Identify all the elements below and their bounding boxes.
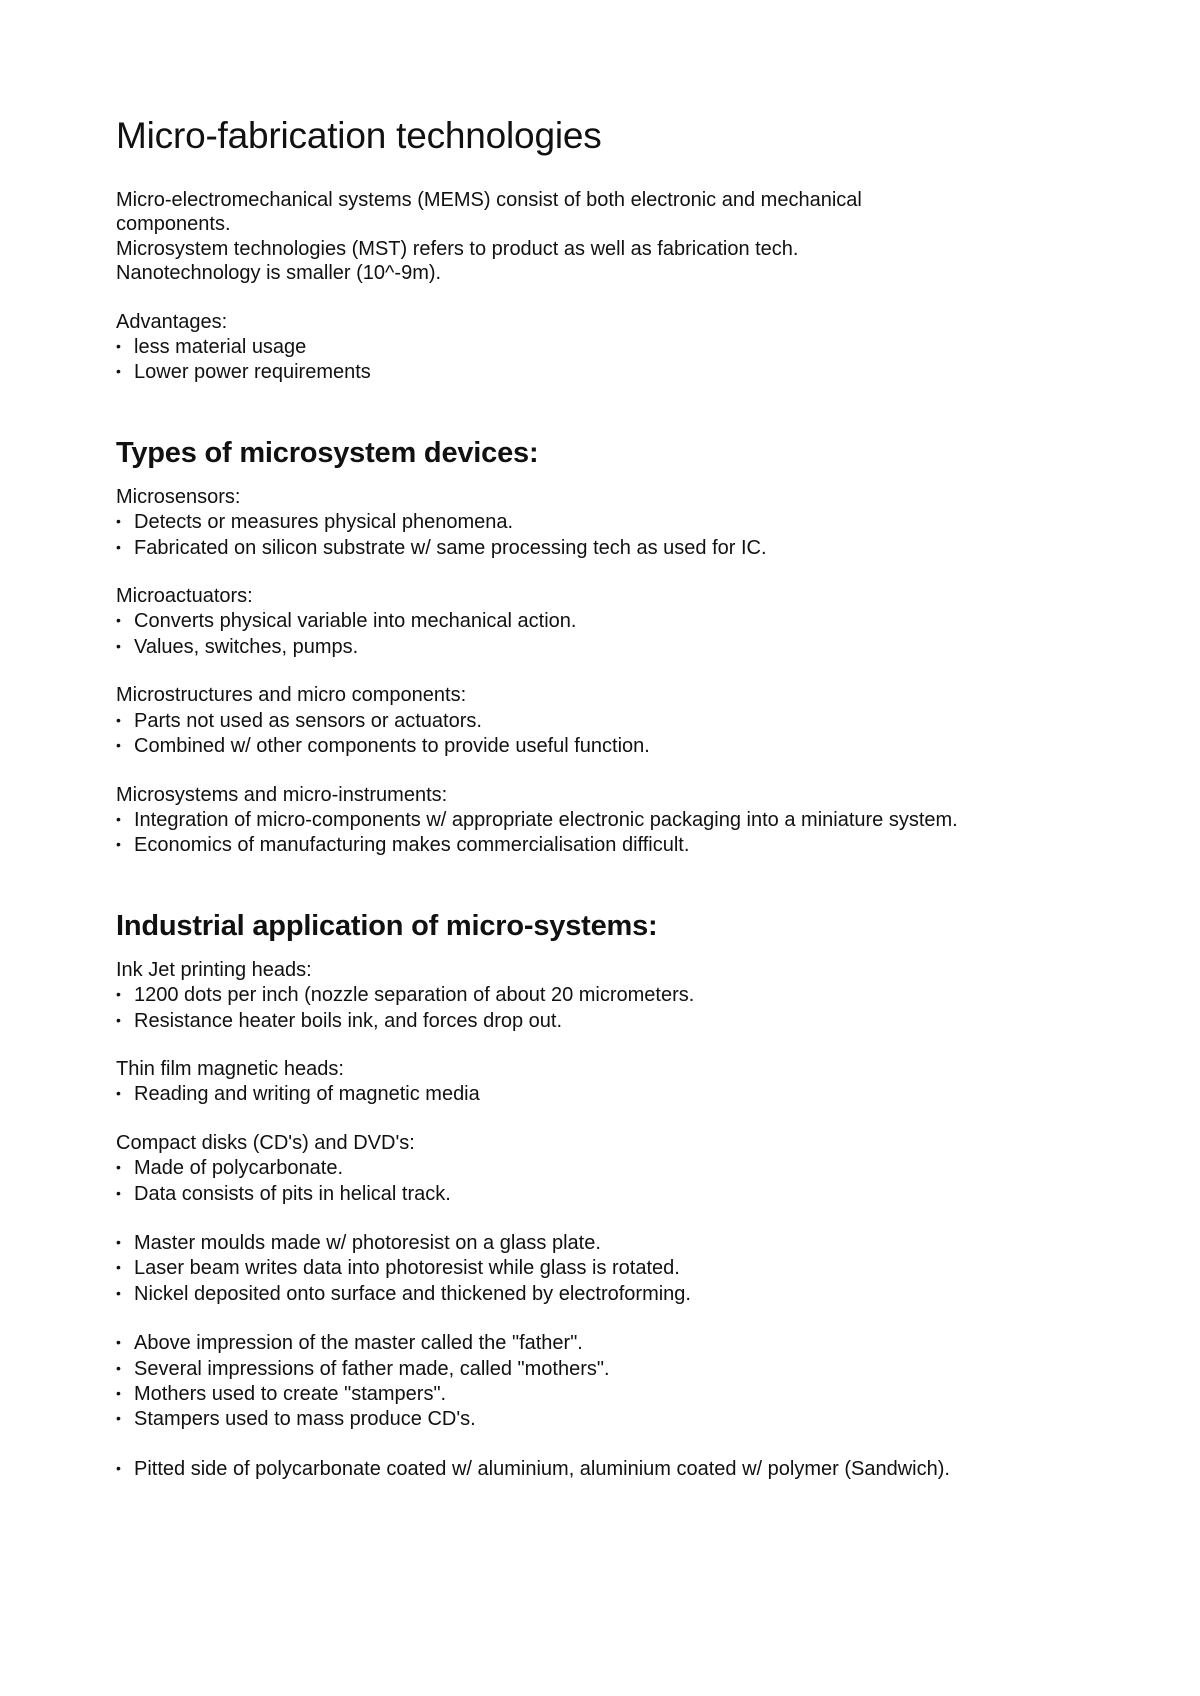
list-item: • Combined w/ other components to provide useful function. xyxy=(116,733,1126,758)
group-label: Compact disks (CD's) and DVD's: xyxy=(116,1131,415,1154)
cd-group xyxy=(116,1131,1126,1481)
intro-line: components. xyxy=(116,213,231,236)
list-item: • Laser beam writes data into photoresist while glass is rotated. xyxy=(116,1255,1126,1280)
group-label: Thin film magnetic heads: xyxy=(116,1057,344,1080)
list-item: • Stampers used to mass produce CD's. xyxy=(116,1406,1126,1431)
list-item: • 1200 dots per inch (nozzle separation of about 20 micrometers. xyxy=(116,982,1126,1007)
intro-section xyxy=(116,188,1126,286)
intro-line: Microsystem technologies (MST) refers to product as well as fabrication tech. xyxy=(116,237,799,260)
group-label: Microsensors: xyxy=(116,485,241,508)
inkjet-group xyxy=(116,958,1126,1033)
advantages-section xyxy=(116,310,1126,385)
list-item: • Nickel deposited onto surface and thickened by electroforming. xyxy=(116,1281,1126,1306)
list-item: • Detects or measures physical phenomena. xyxy=(116,509,1126,534)
list-item: • Integration of micro-components w/ appropriate electronic packaging into a miniature system. xyxy=(116,807,1126,832)
list-item: • Data consists of pits in helical track. xyxy=(116,1181,1126,1206)
list-item: • Several impressions of father made, called "mothers". xyxy=(116,1356,1126,1381)
group-label: Ink Jet printing heads: xyxy=(116,958,312,981)
list-item: • Master moulds made w/ photoresist on a glass plate. xyxy=(116,1230,1126,1255)
list-item: • Lower power requirements xyxy=(116,359,1126,384)
group-label: Microactuators: xyxy=(116,585,253,608)
list-item: • Economics of manufacturing makes commercialisation difficult. xyxy=(116,832,1126,857)
page-title: Micro-fabrication technologies xyxy=(116,115,602,156)
list-item: • less material usage xyxy=(116,334,1126,359)
microactuators-group xyxy=(116,584,1126,659)
list-item: • Parts not used as sensors or actuators. xyxy=(116,708,1126,733)
thinfilm-group xyxy=(116,1057,1126,1107)
section-heading-industrial: Industrial application of micro-systems: xyxy=(116,909,658,942)
section-heading-types: Types of microsystem devices: xyxy=(116,436,539,469)
list-item: • Reading and writing of magnetic media xyxy=(116,1081,1126,1106)
list-item: • Values, switches, pumps. xyxy=(116,634,1126,659)
list-item: • Above impression of the master called the "father". xyxy=(116,1330,1126,1355)
list-item: • Fabricated on silicon substrate w/ same processing tech as used for IC. xyxy=(116,535,1126,560)
list-item: • Mothers used to create "stampers". xyxy=(116,1381,1126,1406)
list-item: • Made of polycarbonate. xyxy=(116,1155,1126,1180)
group-label: Microstructures and micro components: xyxy=(116,684,467,707)
advantages-label: Advantages: xyxy=(116,310,228,333)
document-page xyxy=(116,112,1126,1481)
list-item: • Resistance heater boils ink, and forces drop out. xyxy=(116,1008,1126,1033)
intro-line: Nanotechnology is smaller (10^-9m). xyxy=(116,262,442,285)
microstructures-group xyxy=(116,683,1126,758)
microsystems-group xyxy=(116,783,1126,858)
group-label: Microsystems and micro-instruments: xyxy=(116,783,448,806)
microsensors-group xyxy=(116,485,1126,560)
list-item: • Converts physical variable into mechanical action. xyxy=(116,608,1126,633)
list-item: • Pitted side of polycarbonate coated w/ aluminium, aluminium coated w/ polymer (Sandwich). xyxy=(116,1456,1126,1481)
intro-line: Micro-electromechanical systems (MEMS) consist of both electronic and mechanical xyxy=(116,189,862,211)
